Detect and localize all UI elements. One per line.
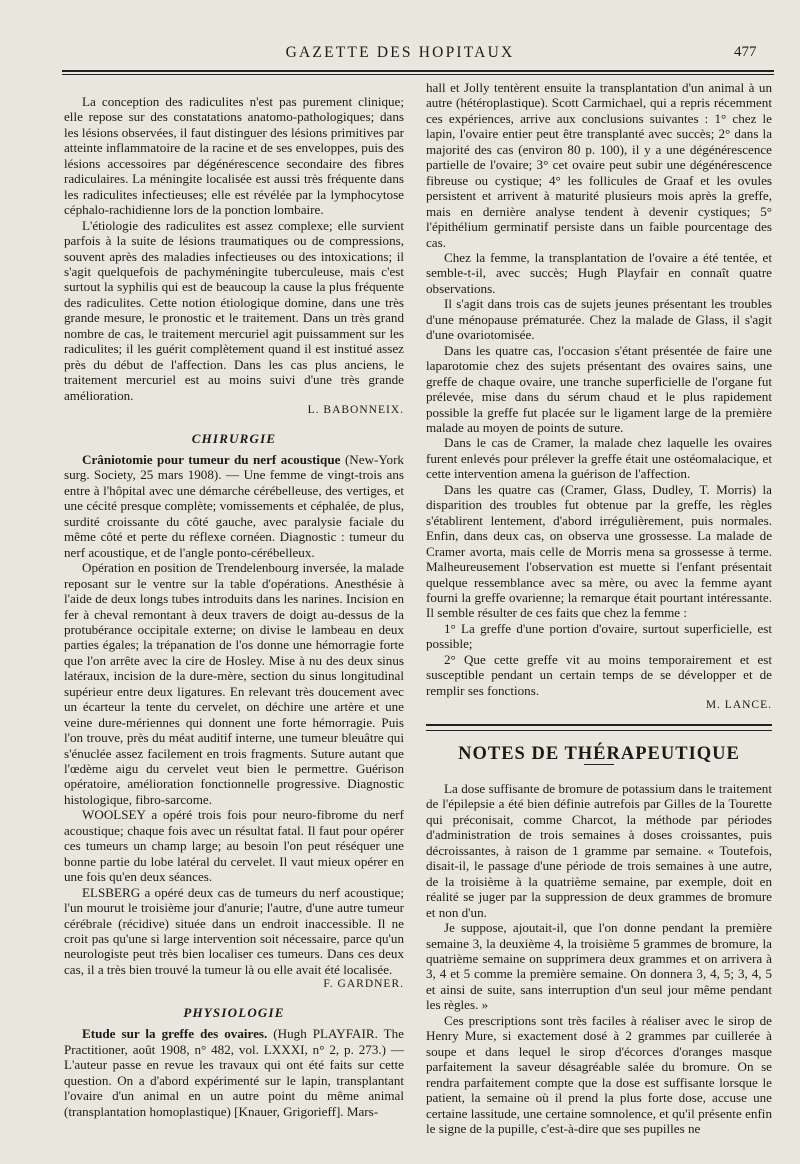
paragraph-prescriptions: Ces prescriptions sont très faciles à réaliser avec le sirop de Henry Mure, si exactement dosé à 2 grammes par cuillerée à soupe et dans lequel le sirop d'écorces d'oranges masque parfaitement la saveur désagréable salée du bromure. On se rendra parfaitement compte que la dose est suffisante lorsque le patient, la semaine où il prend la plus forte dose, accuse une certaine lassitude, une certaine somnolence, et qu'il présente enfin le signe de la pupille, c'est-à-dire que ses pupilles ne xyxy=(426,1012,772,1136)
paragraph-radiculites-etiologie: L'étiologie des radiculites est assez complexe; elle survient parfois à la suite de lésions traumatiques ou de compressions, souvent après des maladies infectieuses ou des intoxications; il s'agit quelquefois de pachyméningite tuberculeuse, mais c'est surtout la syphilis qui est de beaucoup la cause la plus fréquente des radiculites. Cette notion étiologique domine, dans une très grande mesure, le pronostic et le traitement. Dans un très grand nombre de cas, le traitement mercuriel agit puissamment sur les radiculites; il les guérit complètement quand il est institué assez près du début de l'affection. Dans les cas plus anciens, le traitement mercuriel est au moins suivi d'une très grande amélioration. xyxy=(64,217,404,403)
section-heading-chirurgie: CHIRURGIE xyxy=(191,430,277,446)
article-craniotomie xyxy=(64,452,404,560)
article-title-craniotomie: Crâniotomie pour tumeur du nerf acoustique xyxy=(82,451,341,467)
paragraph-operation: Opération en position de Trendelenbourg inversée, la malade reposant sur le ventre sur la table d'opérations. Anesthésie à l'aide de deux longs tubes introduits dans les narines. Incision en fer à cheval remontant à deux travers de doigt au-dessus de la protubérance occipitale externe; on divise le lambeau en deux parties égales; la trépanation de l'os donne une hémorragie forte que l'on arrête avec la cire de Hosley. Mise à nu des deux sinus latéraux, incision de la dure-mère, section du sinus longitudinal supérieur entre deux ligatures. En relevant très doucement avec un écarteur la tente du cervelet, on déchire une artère et une veine dure-mériennes qui donnent une forte hémorragie. Puis l'on trouve, près du méat auditif interne, une tumeur bleuâtre qui s'énuclée assez facilement en trois fragments. Suture autant que l'œdème aigu du cervelet veut bien le permettre. Guérison opératoire, amélioration fonctionnelle progressive. Diagnostic histologique, fibro-sarcome. xyxy=(64,560,404,807)
article-lead-craniotomie: — Une femme de vingt-trois ans entre à l'hôpital avec une démarche cérébelleuse, des vertiges, et une cécité presque complète; vomissements et céphalée, de plus, surdité croissante du côté gauche, avec paralysie faciale du même côté et perte du réflexe cornéen. Diagnostic : tumeur du nerf acoustique, et de l'angle ponto-cérébelleux. xyxy=(64,467,405,560)
paragraph-bromure: La dose suffisante de bromure de potassium dans le traitement de l'épilepsie a été bien définie autrefois par Gilles de la Tourette qui préconisait, comme Charcot, la méthode par périodes d'administration de trois semaines à doses croissantes, puis décroissantes, à raison de 1 gramme par semaine. « Toutefois, disait-il, le passage d'une période de trois semaines à une autre, de la troisième à la quatrième semaine, par exemple, doit en réalité se juger par la suppression de deux grammes de bromure et non d'un. xyxy=(426,781,772,920)
paragraph-quatre-cas: Dans les quatre cas, l'occasion s'étant présentée de faire une laparotomie chez des sujets présentant des ovaires sains, une greffe de chaque ovaire, une tranche superficielle de l'organe fut prélevée, mise dans du sérum chaud et le plus rapidement possible la greffe fut placée sur le ligament large de la première malade au moyen de points de suture. xyxy=(426,342,772,435)
paragraph-elsberg: ELSBERG a opéré deux cas de tumeurs du nerf acoustique; l'un mourut le troisième jour d'anurie; l'autre, d'une autre tumeur cérébrale (récidive) située dans un endroit inaccessible. Il ne croit pas qu'une si large intervention soit nécessaire, parce qu'un neurologiste peut très bien localiser ces tumeurs. Dans ces deux cas, il a très bien trouvé la tumeur là ou elle avait été localisée. xyxy=(64,884,404,977)
section-heading-physiologie: PHYSIOLOGIE xyxy=(183,1004,285,1020)
paragraph-chez-la-femme: Chez la femme, la transplantation de l'ovaire a été tentée, et semble-t-il, avec succès; Hugh Playfair en connaît quatre observations. xyxy=(426,249,772,296)
header-rule-thin xyxy=(62,74,774,75)
left-column xyxy=(64,94,404,1119)
running-title: GAZETTE DES HOPITAUX xyxy=(285,44,515,61)
signature-gardner: F. GARDNER. xyxy=(323,978,404,991)
paragraph-je-suppose: Je suppose, ajoutait-il, que l'on donne pendant la première semaine 3, la deuxième 4, la troisième 5 grammes de bromure, la quatrième semaine on supprimera deux grammes et on arrivera à 3, 4 et 5 comme la première semaine. On donnera 3, 4, 5; 3, 4, 5 et ainsi de suite, sans interruption d'un seul jour même pendant les règles. » xyxy=(426,920,772,1013)
notes-heading-rule xyxy=(584,764,614,765)
paragraph-conclusion-2: 2° Que cette greffe vit au moins temporairement et est susceptible pendant un certain temps de se développer et de remplir ses fonctions. xyxy=(426,651,772,698)
signature-babonneix: L. BABONNEIX. xyxy=(307,404,404,417)
paragraph-woolsey: WOOLSEY a opéré trois fois pour neuro-fibrome du nerf acoustique; chaque fois avec un résultat fatal. Il faut pour opérer ces tumeurs un champ large; au besoin l'on peut réséquer une bonne partie du lobe latéral du cervelet. Il vaut mieux opérer en une fois qu'en deux séances. xyxy=(64,807,404,885)
article-greffe-ovaires xyxy=(64,1026,404,1119)
paragraph-radiculites-conception: La conception des radiculites n'est pas purement clinique; elle repose sur des constatations anatomo-pathologiques; dans les lésions observées, il faut distinguer des lésions primitives par atteinte inflammatoire de la racine et de ses enveloppes, puis des lésions accessoires par dégénérescence secondaire des fibres radiculaires. La méningite localisée est aussi très fréquente dans les radiculites infectieuses; elle est révélée par la lymphocytose céphalo-rachidienne lors de la ponction lombaire. xyxy=(64,94,404,218)
article-source-greffe: (Hugh PLAYFAIR. The Practitioner, août 1908, n° 482, vol. LXXXI, n° 2, p. 273.) xyxy=(64,1026,404,1057)
paragraph-greffe-continued: hall et Jolly tentèrent ensuite la transplantation d'un animal à un autre (hétéroplastique). Scott Carmichael, qui a repris récemment ces expériences, arrive aux conclusions suivantes : 1° chez le lapin, l'ovaire entier peut être transplanté avec succès; 2° dans la majorité des cas (environ 80 p. 100), il y a une dégénérescence partielle de l'ovaire; 3° cet ovaire peut subir une dégénérescence fibreuse ou cystique; 4° les follicules de Graaf et les ovules persistent et arrivent à maturité plusieurs mois après la greffe, mais en dernière analyse tendent à devenir cystiques; 5° l'épithélium germinatif persiste dans un faible pourcentage des cas. xyxy=(426,80,772,250)
article-title-greffe: Etude sur la greffe des ovaires. xyxy=(82,1026,268,1042)
article-lead-greffe: — L'auteur passe en revue les travaux qui ont été faits sur cette question. On a d'abord expérimenté sur le lapin, transplantant l'ovaire d'un animal en un autre point du même animal (transplantation homoplastique) [Knauer, Grigorieff]. Mars- xyxy=(64,1041,404,1119)
header-rule-thick xyxy=(62,70,774,72)
paragraph-trois-cas: Il s'agit dans trois cas de sujets jeunes présentant les troubles d'une ménopause prématurée. Chez la malade de Glass, il s'agit d'une ovariotomisée. xyxy=(426,296,772,343)
paragraph-conclusion-1: 1° La greffe d'une portion d'ovaire, surtout superficielle, est possible; xyxy=(426,620,772,652)
paragraph-cramer: Dans le cas de Cramer, la malade chez laquelle les ovaires furent enlevés pour prélever la greffe était une ostéomalacique, et cette intervention amena la guérison de l'affection. xyxy=(426,435,772,482)
paragraph-disparition: Dans les quatre cas (Cramer, Glass, Dudley, T. Morris) la disparition des troubles fut obtenue par la greffe, les règles s'établirent lentement, d'abord irrégulièrement, puis normales. Enfin, dans deux cas, on observa une grossesse. La malade de Cramer avorta, mais celle de Morris mena sa grossesse à terme. Malheureusement l'observation est muette si l'enfant présentait quelque ressemblance avec sa mère, ou avec la femme ayant fourni la greffe ovarienne; la remarque était pourtant intéressante. Il semble résulter de ces faits que chez la femme : xyxy=(426,481,772,621)
notes-heading: NOTES DE THÉRAPEUTIQUE xyxy=(458,743,740,764)
article-source-craniotomie: (New-York surg. Society, 25 mars 1908). xyxy=(64,451,404,483)
page-number: 477 xyxy=(734,44,757,60)
signature-lance: M. LANCE. xyxy=(705,699,772,712)
right-column xyxy=(426,80,772,1136)
section-divider xyxy=(426,724,772,731)
